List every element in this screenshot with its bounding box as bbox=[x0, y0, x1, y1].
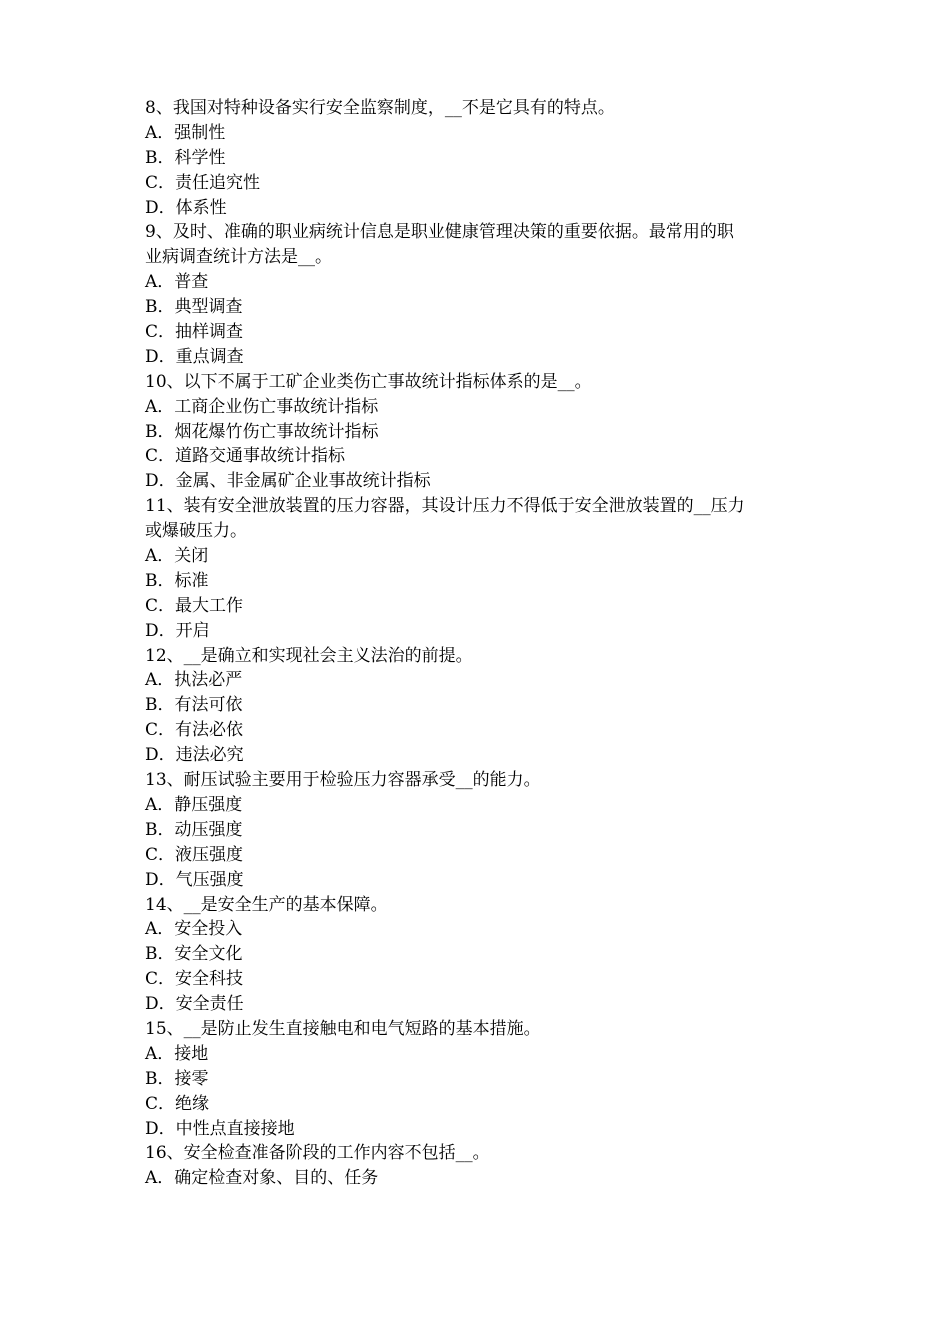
option-c: C．抽样调查 bbox=[145, 322, 244, 343]
question-14 bbox=[145, 893, 810, 1017]
question-8 bbox=[145, 96, 810, 220]
question-15 bbox=[145, 1017, 810, 1141]
option-a: A．普查 bbox=[145, 272, 209, 293]
question-stem-line-1: 11、装有安全泄放装置的压力容器，其设计压力不得低于安全泄放装置的__压力 bbox=[145, 496, 745, 517]
option-a: A．静压强度 bbox=[145, 794, 243, 815]
question-9 bbox=[145, 220, 810, 369]
question-10 bbox=[145, 370, 810, 494]
question-stem-line-1: 9、及时、准确的职业病统计信息是职业健康管理决策的重要依据。最常用的职 bbox=[145, 222, 734, 243]
option-d: D．安全责任 bbox=[145, 994, 244, 1015]
option-d: D．开启 bbox=[145, 620, 210, 641]
option-c: C．安全科技 bbox=[145, 969, 244, 990]
question-stem: 8、我国对特种设备实行安全监察制度，__不是它具有的特点。 bbox=[145, 98, 615, 118]
question-list bbox=[145, 96, 810, 1191]
option-c: C．绝缘 bbox=[145, 1093, 210, 1114]
option-b: B．烟花爆竹伤亡事故统计指标 bbox=[145, 421, 379, 442]
option-a: A．工商企业伤亡事故统计指标 bbox=[145, 396, 379, 417]
option-d: D．体系性 bbox=[145, 197, 227, 218]
option-c: C．有法必依 bbox=[145, 720, 244, 741]
question-16 bbox=[145, 1141, 810, 1191]
question-12 bbox=[145, 644, 810, 768]
option-a: A．执法必严 bbox=[145, 670, 243, 691]
option-b: B．有法可依 bbox=[145, 695, 243, 716]
option-d: D．中性点直接接地 bbox=[145, 1118, 295, 1139]
question-stem-line-2: 业病调查统计方法是__。 bbox=[145, 247, 332, 268]
question-stem: 15、__是防止发生直接触电和电气短路的基本措施。 bbox=[145, 1018, 541, 1039]
option-a: A．接地 bbox=[145, 1043, 209, 1064]
question-stem: 10、以下不属于工矿企业类伤亡事故统计指标体系的是__。 bbox=[145, 371, 592, 392]
option-d: D．违法必究 bbox=[145, 745, 244, 766]
question-stem: 14、__是安全生产的基本保障。 bbox=[145, 894, 388, 915]
option-a: A．关闭 bbox=[145, 546, 209, 567]
question-stem: 13、耐压试验主要用于检验压力容器承受__的能力。 bbox=[145, 770, 541, 791]
option-d: D．重点调查 bbox=[145, 346, 244, 367]
option-b: B．安全文化 bbox=[145, 944, 243, 965]
option-d: D．气压强度 bbox=[145, 869, 244, 890]
option-b: B．典型调查 bbox=[145, 297, 243, 318]
option-b: B．标准 bbox=[145, 570, 209, 591]
option-b: B．动压强度 bbox=[145, 819, 243, 840]
option-c: C．道路交通事故统计指标 bbox=[145, 446, 346, 467]
option-b: B．科学性 bbox=[145, 147, 226, 168]
option-a: A．确定检查对象、目的、任务 bbox=[145, 1168, 379, 1189]
question-stem: 16、安全检查准备阶段的工作内容不包括__。 bbox=[145, 1143, 490, 1164]
option-c: C．责任追究性 bbox=[145, 172, 261, 193]
option-c: C．液压强度 bbox=[145, 844, 244, 865]
option-a: A．安全投入 bbox=[145, 919, 243, 940]
option-a: A．强制性 bbox=[145, 122, 226, 143]
option-c: C．最大工作 bbox=[145, 595, 244, 616]
question-11 bbox=[145, 494, 810, 643]
question-13 bbox=[145, 768, 810, 892]
option-b: B．接零 bbox=[145, 1068, 209, 1089]
question-stem-line-2: 或爆破压力。 bbox=[145, 521, 247, 542]
question-stem: 12、__是确立和实现社会主义法治的前提。 bbox=[145, 645, 473, 666]
option-d: D．金属、非金属矿企业事故统计指标 bbox=[145, 471, 431, 492]
